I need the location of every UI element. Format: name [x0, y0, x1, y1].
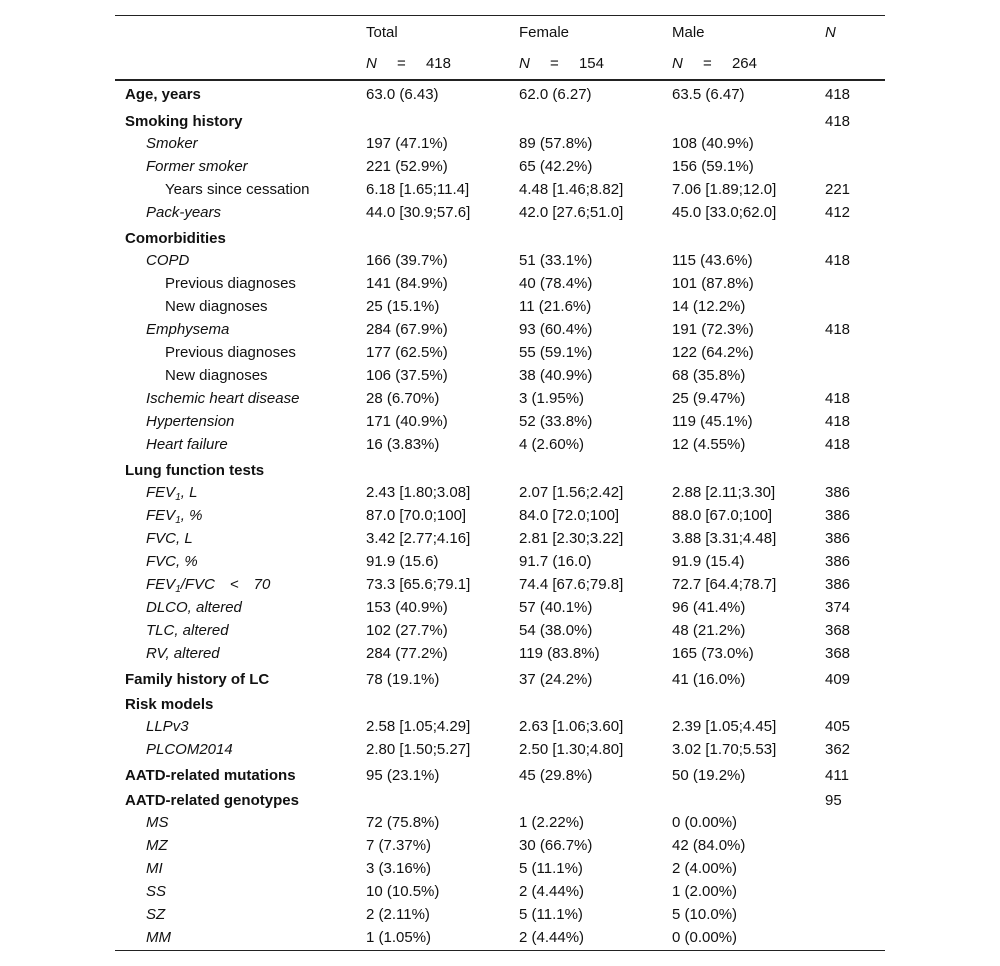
cell-male: 165 (73.0%): [672, 645, 754, 662]
header-total-n: [366, 55, 451, 72]
table-row: [115, 202, 885, 225]
cell-female: 89 (57.8%): [519, 135, 593, 152]
cell-total: 221 (52.9%): [366, 158, 448, 175]
table-body: [115, 81, 885, 950]
cell-female: 38 (40.9%): [519, 367, 593, 384]
cell-male: 122 (64.2%): [672, 344, 754, 361]
cell-total: 166 (39.7%): [366, 252, 448, 269]
row-label: COPD: [146, 252, 190, 269]
cell-female: 30 (66.7%): [519, 837, 593, 854]
cell-total: 284 (67.9%): [366, 321, 448, 338]
table-row: [115, 739, 885, 762]
table-row: [115, 574, 885, 597]
row-label: MM: [146, 929, 171, 946]
cell-total: 102 (27.7%): [366, 622, 448, 639]
cell-female: 119 (83.8%): [519, 645, 600, 662]
cell-female: 93 (60.4%): [519, 321, 593, 338]
row-label: Ischemic heart disease: [146, 390, 300, 407]
equals-sign: =: [550, 55, 559, 72]
cell-male: 2.88 [2.11;3.30]: [672, 484, 776, 501]
cell-female: 11 (21.6%): [519, 298, 592, 315]
cell-total: 3.42 [2.77;4.16]: [366, 530, 471, 547]
row-label: MI: [146, 860, 163, 877]
characteristics-table: [115, 15, 885, 951]
cell-female: 5 (11.1%): [519, 906, 583, 923]
table-row: [115, 133, 885, 156]
cell-male: 1 (2.00%): [672, 883, 738, 900]
cell-n: 368: [825, 645, 851, 662]
cell-male: 14 (12.2%): [672, 298, 746, 315]
row-label: DLCO, altered: [146, 599, 242, 616]
row-label: AATD-related mutations: [125, 767, 296, 784]
row-label: Previous diagnoses: [165, 275, 296, 292]
row-label: Previous diagnoses: [165, 344, 296, 361]
total-n-value: 418: [425, 55, 451, 72]
cell-total: 2 (2.11%): [366, 906, 430, 923]
table-row: [115, 457, 885, 482]
cell-n: 386: [825, 484, 851, 501]
cell-female: 52 (33.8%): [519, 413, 593, 430]
cell-total: 197 (47.1%): [366, 135, 448, 152]
table-row: [115, 319, 885, 342]
cell-male: 12 (4.55%): [672, 436, 746, 453]
n-symbol: N: [672, 55, 683, 72]
cell-male: 0 (0.00%): [672, 929, 738, 946]
cell-male: 108 (40.9%): [672, 135, 754, 152]
table-row: [115, 812, 885, 835]
header-female: Female: [519, 24, 570, 41]
row-label: SS: [146, 883, 167, 900]
row-label: FVC, %: [146, 553, 198, 570]
cell-female: 2.63 [1.06;3.60]: [519, 718, 624, 735]
cell-female: 57 (40.1%): [519, 599, 593, 616]
cell-male: 68 (35.8%): [672, 367, 746, 384]
header-n: N: [825, 24, 836, 41]
table-row: [115, 881, 885, 904]
male-n-value: 264: [731, 55, 757, 72]
cell-male: 3.02 [1.70;5.53]: [672, 741, 777, 758]
cell-female: 3 (1.95%): [519, 390, 585, 407]
cell-total: 25 (15.1%): [366, 298, 440, 315]
row-label: Age, years: [125, 86, 201, 103]
cell-female: 51 (33.1%): [519, 252, 593, 269]
cell-total: 171 (40.9%): [366, 413, 448, 430]
table-row: [115, 482, 885, 505]
cell-n: 411: [825, 767, 849, 784]
cell-male: 48 (21.2%): [672, 622, 746, 639]
table-row: [115, 927, 885, 950]
table-row: [115, 858, 885, 881]
cell-n: 374: [825, 599, 851, 616]
cell-male: 45.0 [33.0;62.0]: [672, 204, 777, 221]
cell-male: 119 (45.1%): [672, 413, 753, 430]
cell-total: 153 (40.9%): [366, 599, 448, 616]
cell-total: 28 (6.70%): [366, 390, 440, 407]
cell-male: 156 (59.1%): [672, 158, 754, 175]
cell-male: 63.5 (6.47): [672, 86, 745, 103]
cell-female: 1 (2.22%): [519, 814, 585, 831]
cell-n: 412: [825, 204, 851, 221]
cell-n: 221: [825, 181, 851, 198]
header-female-n: [519, 55, 604, 72]
table-row: [115, 666, 885, 691]
table-row: [115, 904, 885, 927]
header-male: Male: [672, 24, 705, 41]
cell-n: 386: [825, 507, 851, 524]
cell-total: 95 (23.1%): [366, 767, 440, 784]
row-label: PLCOM2014: [146, 741, 233, 758]
cell-total: 3 (3.16%): [366, 860, 432, 877]
row-label: Smoking history: [125, 113, 243, 130]
equals-sign: =: [703, 55, 712, 72]
row-label: Family history of LC: [125, 671, 270, 688]
cell-total: 73.3 [65.6;79.1]: [366, 576, 471, 593]
row-label: Hypertension: [146, 413, 235, 430]
equals-sign: =: [397, 55, 406, 72]
cell-female: 2 (4.44%): [519, 883, 585, 900]
table-row: [115, 250, 885, 273]
cell-n: 418: [825, 390, 851, 407]
row-label: Years since cessation: [165, 181, 310, 198]
table-row: [115, 835, 885, 858]
table-row: [115, 296, 885, 319]
cell-n: 409: [825, 671, 851, 688]
row-label: $FEV_1$/FVC < 70: [146, 576, 271, 595]
row-label: Pack-years: [146, 204, 222, 221]
cell-total: 91.9 (15.6): [366, 553, 439, 570]
cell-male: 3.88 [3.31;4.48]: [672, 530, 777, 547]
cell-male: 2 (4.00%): [672, 860, 738, 877]
cell-male: 41 (16.0%): [672, 671, 746, 688]
cell-male: 91.9 (15.4): [672, 553, 745, 570]
cell-male: 115 (43.6%): [672, 252, 753, 269]
cell-n: 418: [825, 113, 851, 130]
cell-total: 1 (1.05%): [366, 929, 432, 946]
cell-female: 2.50 [1.30;4.80]: [519, 741, 624, 758]
cell-female: 2 (4.44%): [519, 929, 585, 946]
cell-male: 191 (72.3%): [672, 321, 754, 338]
table-row: [115, 716, 885, 739]
table-row: [115, 179, 885, 202]
row-label: Emphysema: [146, 321, 230, 338]
table-row: [115, 388, 885, 411]
cell-n: 386: [825, 553, 851, 570]
row-label: RV, altered: [146, 645, 220, 662]
row-label: Lung function tests: [125, 462, 265, 479]
cell-total: 63.0 (6.43): [366, 86, 439, 103]
cell-total: 16 (3.83%): [366, 436, 440, 453]
cell-total: 87.0 [70.0;100]: [366, 507, 467, 524]
female-n-value: 154: [578, 55, 604, 72]
cell-n: 386: [825, 576, 851, 593]
cell-male: 25 (9.47%): [672, 390, 746, 407]
table-row: [115, 225, 885, 250]
header-male-n: [672, 55, 757, 72]
cell-female: 2.07 [1.56;2.42]: [519, 484, 624, 501]
cell-n: 405: [825, 718, 851, 735]
cell-total: 2.43 [1.80;3.08]: [366, 484, 471, 501]
cell-female: 45 (29.8%): [519, 767, 593, 784]
table-row: [115, 551, 885, 574]
cell-male: 2.39 [1.05;4.45]: [672, 718, 777, 735]
cell-female: 62.0 (6.27): [519, 86, 592, 103]
row-label: Former smoker: [146, 158, 248, 175]
cell-male: 42 (84.0%): [672, 837, 746, 854]
table-row: [115, 620, 885, 643]
cell-total: 106 (37.5%): [366, 367, 448, 384]
cell-male: 5 (10.0%): [672, 906, 738, 923]
row-label: $FEV_1$, L: [146, 484, 198, 503]
table-row: [115, 273, 885, 296]
cell-female: 91.7 (16.0): [519, 553, 592, 570]
cell-n: 362: [825, 741, 851, 758]
cell-female: 74.4 [67.6;79.8]: [519, 576, 624, 593]
table-row: [115, 643, 885, 666]
row-label: TLC, altered: [146, 622, 229, 639]
cell-male: 96 (41.4%): [672, 599, 746, 616]
table-row: [115, 342, 885, 365]
row-label: Smoker: [146, 135, 198, 152]
row-label: MS: [146, 814, 169, 831]
cell-female: 5 (11.1%): [519, 860, 583, 877]
cell-male: 50 (19.2%): [672, 767, 746, 784]
cell-total: 2.58 [1.05;4.29]: [366, 718, 471, 735]
row-label: Comorbidities: [125, 230, 226, 247]
header-total: Total: [366, 24, 398, 41]
cell-n: 418: [825, 436, 851, 453]
row-label: LLPv3: [146, 718, 189, 735]
cell-female: 65 (42.2%): [519, 158, 593, 175]
cell-n: 418: [825, 252, 851, 269]
table-row: [115, 505, 885, 528]
cell-n: 418: [825, 413, 851, 430]
cell-female: 40 (78.4%): [519, 275, 593, 292]
cell-total: 6.18 [1.65;11.4]: [366, 181, 470, 198]
row-label: New diagnoses: [165, 298, 268, 315]
table-header: [115, 16, 885, 81]
table-row: [115, 787, 885, 812]
cell-female: 4 (2.60%): [519, 436, 585, 453]
row-label: Risk models: [125, 696, 214, 713]
cell-total: 177 (62.5%): [366, 344, 448, 361]
cell-n: 418: [825, 321, 851, 338]
table-row: [115, 108, 885, 133]
row-label: New diagnoses: [165, 367, 268, 384]
cell-female: 54 (38.0%): [519, 622, 593, 639]
cell-female: 84.0 [72.0;100]: [519, 507, 620, 524]
row-label: $FEV_1$, %: [146, 507, 203, 526]
table-row: [115, 762, 885, 787]
n-symbol: N: [366, 55, 377, 72]
table-row: [115, 691, 885, 716]
table-row: [115, 597, 885, 620]
cell-n: 386: [825, 530, 851, 547]
table-row: [115, 81, 885, 108]
cell-female: 37 (24.2%): [519, 671, 593, 688]
row-label: FVC, L: [146, 530, 193, 547]
row-label: MZ: [146, 837, 168, 854]
cell-female: 4.48 [1.46;8.82]: [519, 181, 624, 198]
cell-male: 88.0 [67.0;100]: [672, 507, 773, 524]
cell-male: 72.7 [64.4;78.7]: [672, 576, 777, 593]
cell-total: 44.0 [30.9;57.6]: [366, 204, 471, 221]
cell-total: 141 (84.9%): [366, 275, 448, 292]
table-row: [115, 365, 885, 388]
cell-n: 418: [825, 86, 851, 103]
table-row: [115, 434, 885, 457]
row-label: Heart failure: [146, 436, 228, 453]
table-row: [115, 156, 885, 179]
row-label: SZ: [146, 906, 166, 923]
cell-n: 368: [825, 622, 851, 639]
cell-female: 2.81 [2.30;3.22]: [519, 530, 624, 547]
cell-male: 0 (0.00%): [672, 814, 738, 831]
cell-total: 7 (7.37%): [366, 837, 432, 854]
cell-female: 55 (59.1%): [519, 344, 593, 361]
cell-n: 95: [825, 792, 842, 809]
cell-total: 2.80 [1.50;5.27]: [366, 741, 471, 758]
table-row: [115, 411, 885, 434]
cell-total: 78 (19.1%): [366, 671, 440, 688]
cell-male: 101 (87.8%): [672, 275, 754, 292]
cell-total: 10 (10.5%): [366, 883, 440, 900]
row-label: AATD-related genotypes: [125, 792, 299, 809]
table-row: [115, 528, 885, 551]
cell-total: 284 (77.2%): [366, 645, 448, 662]
cell-total: 72 (75.8%): [366, 814, 440, 831]
cell-female: 42.0 [27.6;51.0]: [519, 204, 624, 221]
cell-male: 7.06 [1.89;12.0]: [672, 181, 777, 198]
n-symbol: N: [519, 55, 530, 72]
